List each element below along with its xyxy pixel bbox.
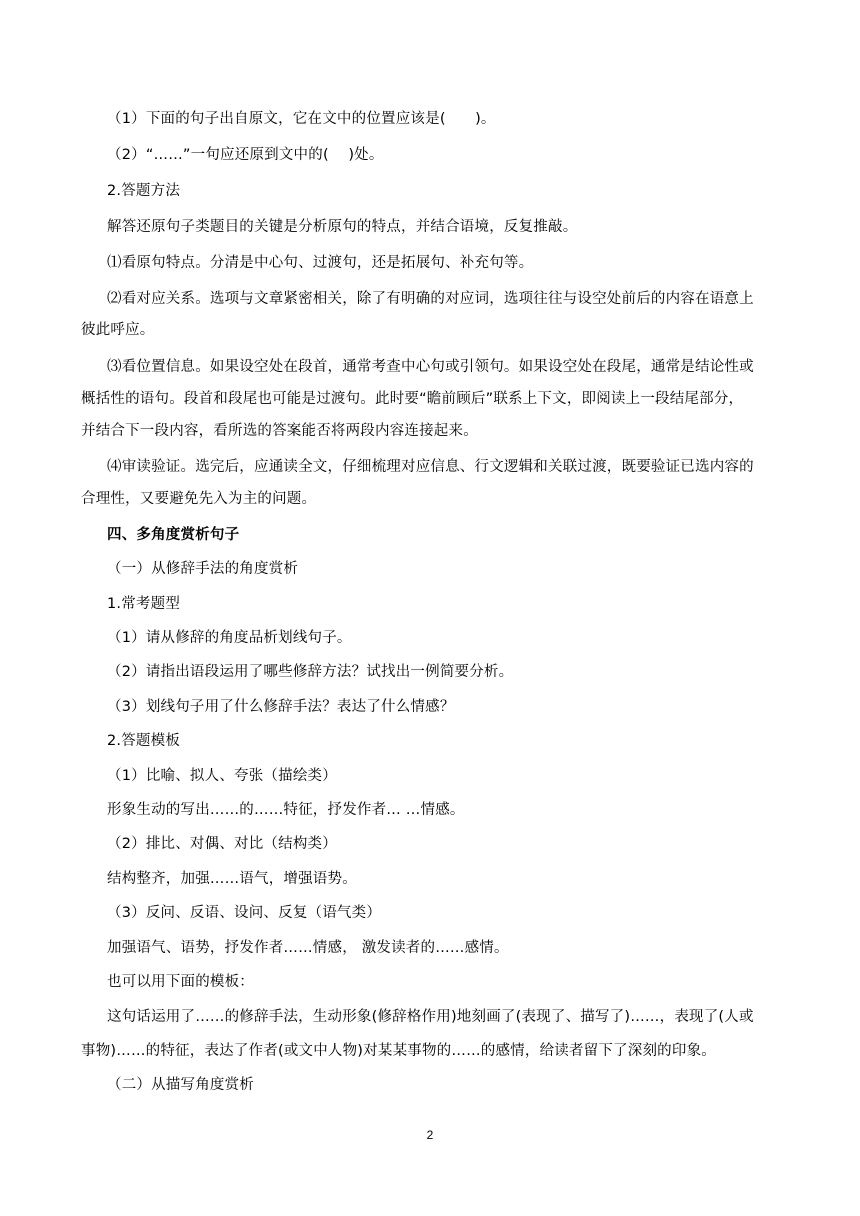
section-heading: 2.答题模板 (107, 733, 181, 749)
text-line: 合理性，又要避免先入为主的问题。 (81, 491, 317, 507)
text-line: 这句话运用了……的修辞手法，生动形象(修辞格作用)地刻画了(表现了、描写了)……，表现了(人或 (107, 1009, 754, 1025)
subsection-heading: （二）从描写角度赏析 (107, 1077, 254, 1093)
text-line: 概括性的语句。段首和段尾也可能是过渡句。此时要“瞻前顾后”联系上下文，即阅读上一段结尾部分， (81, 391, 744, 407)
text-line: 结构整齐，加强……语气，增强语势。 (107, 871, 357, 887)
subsection-heading: （一）从修辞手法的角度赏析 (107, 561, 299, 577)
section-heading: 1.常考题型 (107, 596, 181, 612)
text-line: （2）请指出语段运用了哪些修辞方法？试找出一例简要分析。 (107, 664, 514, 680)
text-line: （1）请从修辞的角度品析划线句子。 (107, 630, 352, 646)
text-line: 彼此呼应。 (81, 322, 155, 338)
text-line: （3）反问、反语、设问、反复（语气类） (107, 905, 382, 921)
section-heading: 2.答题方法 (107, 183, 181, 199)
text-line: 也可以用下面的模板： (107, 974, 254, 990)
text-line: （2）“……”一句应还原到文中的( )处。 (107, 147, 384, 163)
page-number: 2 (426, 1128, 434, 1142)
text-line: 解答还原句子类题目的关键是分析原句的特点，并结合语境，反复推敲。 (107, 219, 578, 235)
text-line: 形象生动的写出……的……特征，抒发作者… …情感。 (107, 802, 465, 818)
section-heading: 四、多角度赏析句子 (107, 527, 240, 543)
text-line: （3）划线句子用了什么修辞手法？表达了什么情感？ (107, 699, 455, 715)
text-line: （2）排比、对偶、对比（结构类） (107, 836, 337, 852)
text-line: ⑷审读验证。选完后，应通读全文，仔细梳理对应信息、行文逻辑和关联过渡，既要验证已选内容的 (107, 459, 754, 475)
text-line: 事物)……的特征，表达了作者(或文中人物)对某某事物的……的感情，给读者留下了深刻的印象。 (81, 1043, 716, 1059)
text-line: 并结合下一段内容，看所选的答案能否将两段内容连接起来。 (81, 423, 478, 439)
text-line: ⑶看位置信息。如果设空处在段首，通常考查中心句或引领句。如果设空处在段尾，通常是结论性或 (107, 359, 754, 375)
text-line: 加强语气、语势，抒发作者……情感， 激发读者的……感情。 (107, 940, 509, 956)
text-line: ⑵看对应关系。选项与文章紧密相关，除了有明确的对应词，选项往往与设空处前后的内容在语意上 (107, 291, 754, 307)
text-line: ⑴看原句特点。分清是中心句、过渡句，还是拓展句、补充句等。 (107, 255, 534, 271)
text-line: （1）下面的句子出自原文，它在文中的位置应该是( )。 (107, 111, 496, 127)
text-line: （1）比喻、拟人、夸张（描绘类） (107, 768, 337, 784)
